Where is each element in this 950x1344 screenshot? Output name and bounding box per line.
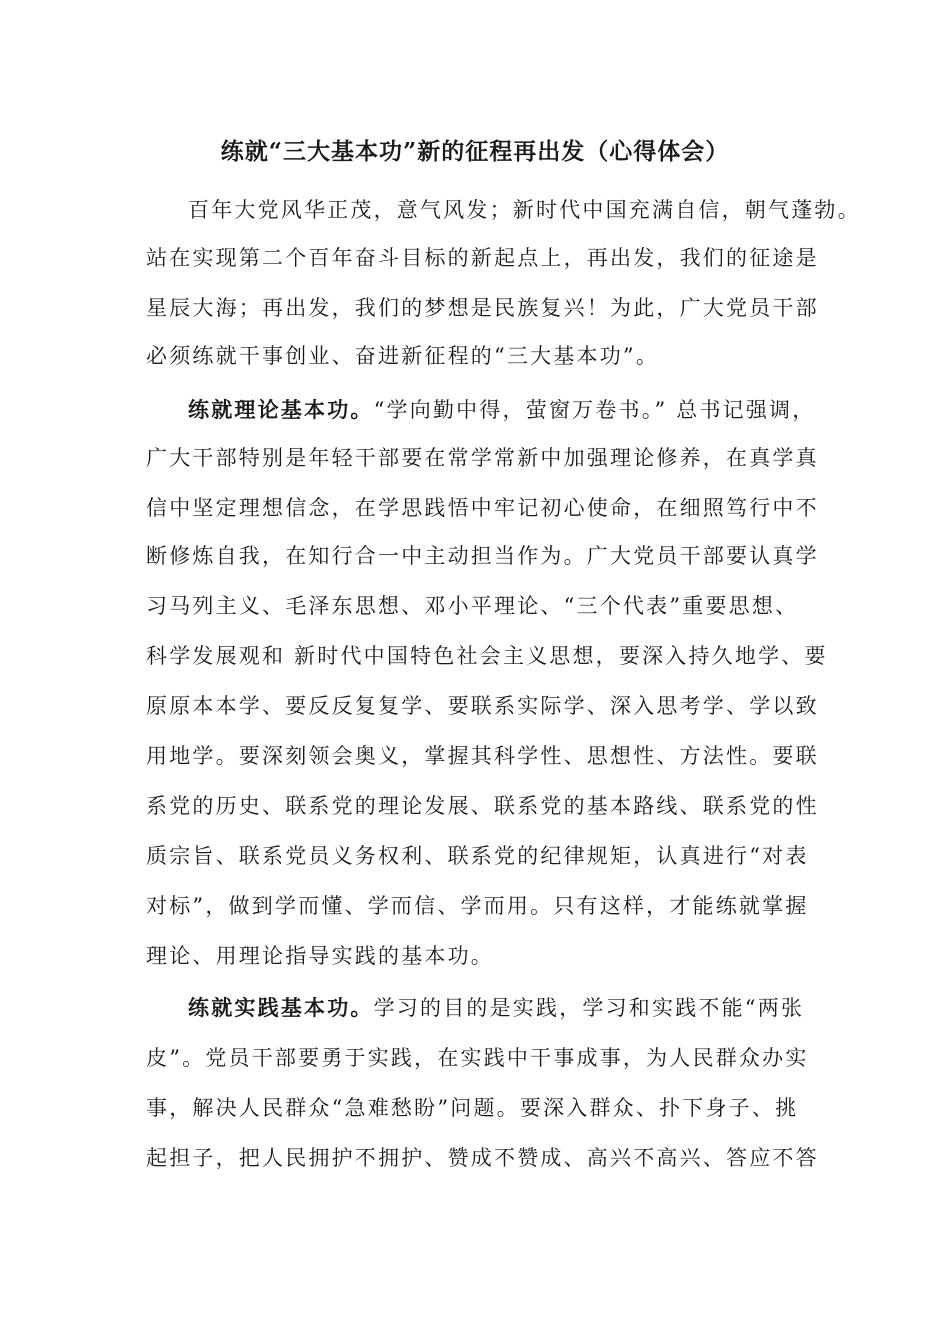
section-heading-theory: 练就理论基本功。	[188, 397, 374, 422]
paragraph-2-line: 断修炼自我，在知行合一中主动担当作为。广大党员干部要认真学	[146, 544, 819, 568]
document-title: 练就“三大基本功”新的征程再出发（心得体会）	[220, 138, 730, 165]
paragraph-3-line: 起担子，把人民拥护不拥护、赞成不赞成、高兴不高兴、答应不答	[146, 1146, 819, 1170]
paragraph-1-line-2: 站在实现第二个百年奋斗目标的新起点上，再出发，我们的征途是	[146, 246, 819, 270]
paragraph-3-line-1-text: 学习的目的是实践，学习和实践不能“两张	[373, 996, 805, 1020]
paragraph-3-line: 事，解决人民群众“急难愁盼”问题。要深入群众、扑下身子、挑	[146, 1096, 799, 1120]
paragraph-2-line: 科学发展观和 新时代中国特色社会主义思想，要深入持久地学、要	[146, 644, 828, 668]
paragraph-2-line: 对标”，做到学而懂、学而信、学而用。只有这样，才能练就掌握	[146, 894, 809, 918]
paragraph-3-line-1	[188, 993, 804, 1023]
paragraph-2-line-1-text: “学向勤中得，萤窗万卷书。” 总书记强调，	[373, 398, 816, 422]
paragraph-1-line-3: 星辰大海；再出发，我们的梦想是民族复兴！为此，广大党员干部	[146, 296, 819, 320]
paragraph-2-line: 广大干部特别是年轻干部要在常学常新中加强理论修养，在真学真	[146, 446, 819, 470]
paragraph-2-line: 系党的历史、联系党的理论发展、联系党的基本路线、联系党的性	[146, 794, 819, 818]
paragraph-2-line: 用地学。要深刻领会奥义，掌握其科学性、思想性、方法性。要联	[146, 744, 819, 768]
paragraph-2-line: 习马列主义、毛泽东思想、邓小平理论、“三个代表”重要思想、	[146, 594, 799, 618]
paragraph-2-line: 原原本本学、要反反复复学、要联系实际学、深入思考学、学以致	[146, 694, 819, 718]
paragraph-1-line-1: 百年大党风华正茂，意气风发；新时代中国充满自信，朝气蓬勃。	[188, 198, 861, 222]
paragraph-2-line: 质宗旨、联系党员义务权利、联系党的纪律规矩，认真进行“对表	[146, 844, 809, 868]
section-heading-practice: 练就实践基本功。	[188, 995, 374, 1020]
paragraph-2-line: 理论、用理论指导实践的基本功。	[146, 944, 494, 968]
paragraph-2-line: 信中坚定理想信念，在学思践悟中牢记初心使命，在细照笃行中不	[146, 496, 819, 520]
paragraph-2-line-1	[188, 395, 815, 425]
paragraph-3-line: 皮”。党员干部要勇于实践，在实践中干事成事，为人民群众办实	[146, 1046, 809, 1070]
paragraph-1-line-4: 必须练就干事创业、奋进新征程的“三大基本功”。	[146, 344, 660, 368]
